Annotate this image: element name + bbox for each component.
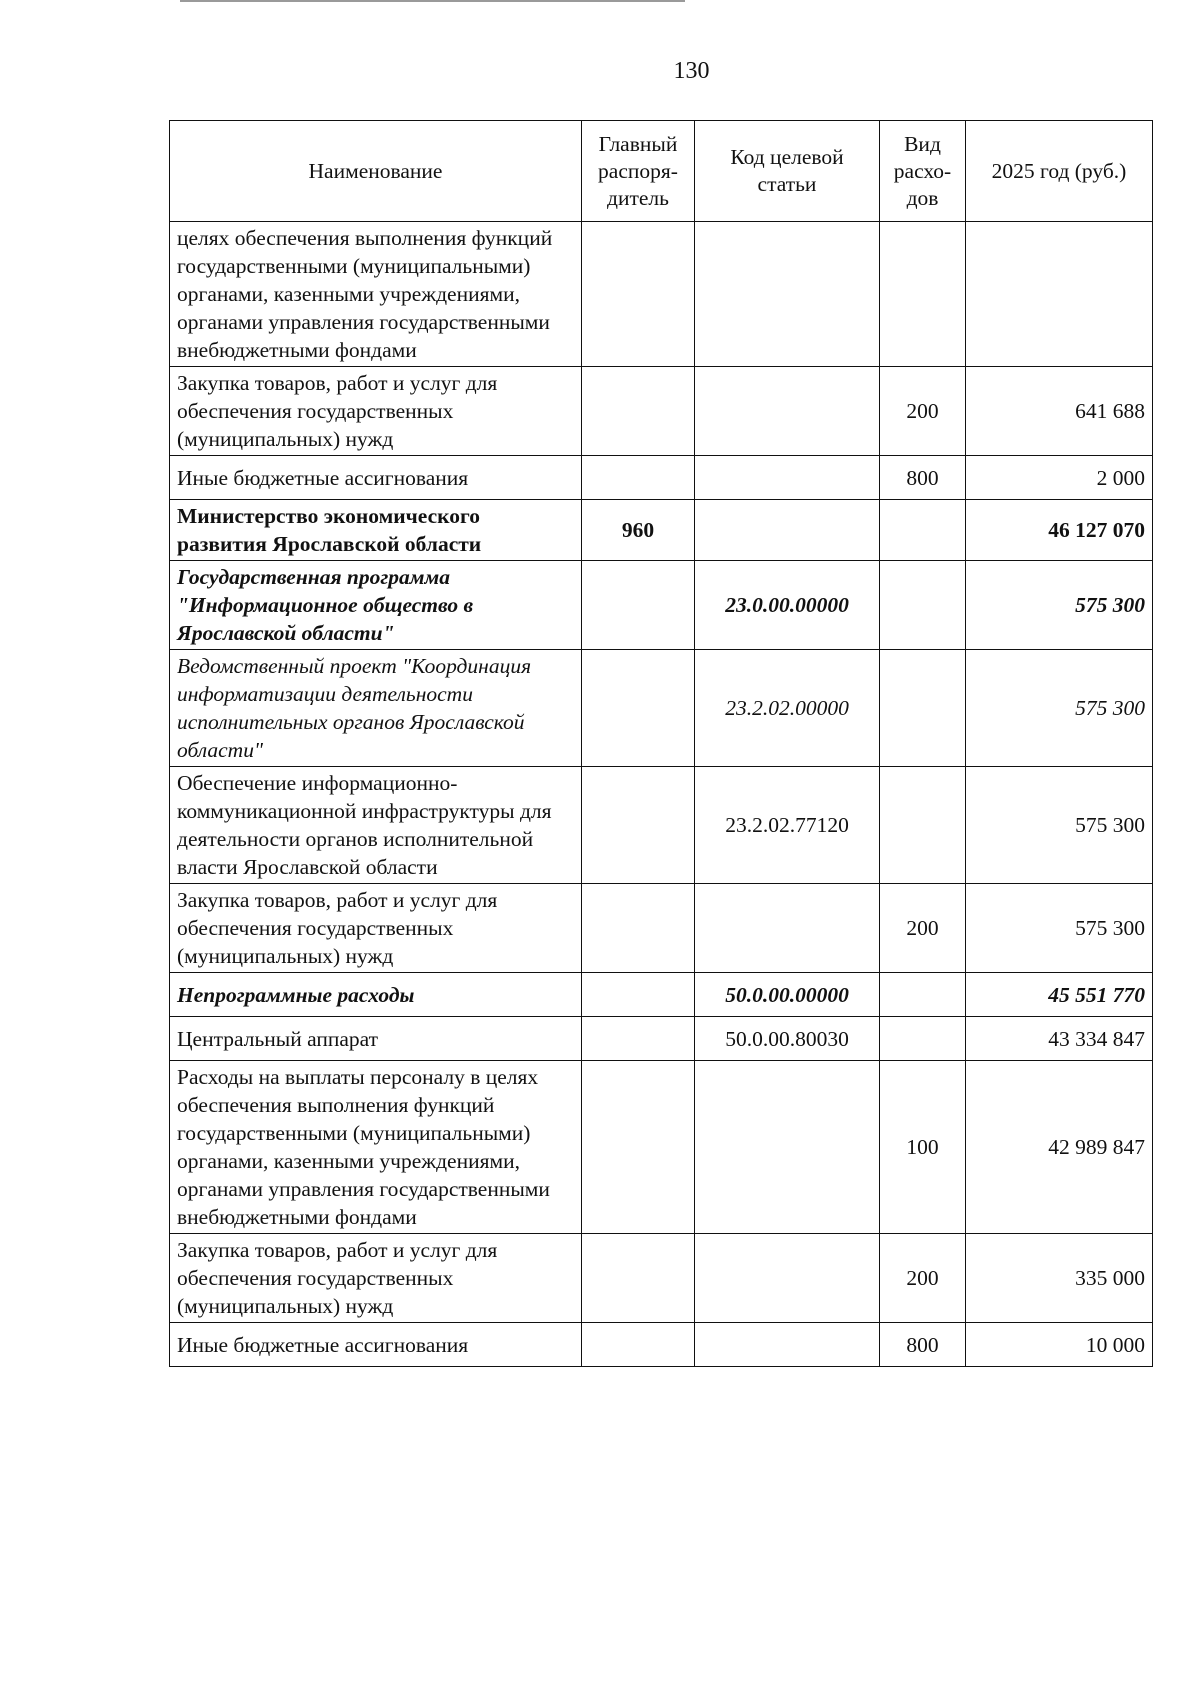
cell-target-code — [695, 367, 880, 456]
budget-table — [169, 120, 1153, 1367]
cell-target-code: 23.2.02.00000 — [695, 650, 880, 767]
cell-expense-type — [880, 561, 966, 650]
cell-name: целях обеспечения выполнения функций государственными (муниципальными) органами, казенными учреждениями, органами управления государственными внебюджетными фондами — [170, 222, 582, 367]
cell-name: Государственная программа "Информационное общество в Ярославской области" — [170, 561, 582, 650]
cell-name: Центральный аппарат — [170, 1017, 582, 1061]
cell-target-code: 50.0.00.00000 — [695, 973, 880, 1017]
table-row — [170, 973, 1153, 1017]
cell-amount: 335 000 — [966, 1234, 1153, 1323]
header-main-administrator: Главный распоря-дитель — [582, 121, 695, 222]
cell-amount: 641 688 — [966, 367, 1153, 456]
cell-main-administrator — [582, 973, 695, 1017]
cell-amount: 45 551 770 — [966, 973, 1153, 1017]
cell-amount: 42 989 847 — [966, 1061, 1153, 1234]
table-row — [170, 1234, 1153, 1323]
table-row — [170, 1323, 1153, 1367]
cell-expense-type: 100 — [880, 1061, 966, 1234]
cell-expense-type: 800 — [880, 1323, 966, 1367]
cell-amount: 575 300 — [966, 561, 1153, 650]
header-expense-type: Вид расхо-дов — [880, 121, 966, 222]
cell-name: Иные бюджетные ассигнования — [170, 456, 582, 500]
cell-target-code — [695, 884, 880, 973]
cell-expense-type — [880, 973, 966, 1017]
table-header — [170, 121, 1153, 222]
header-amount-2025: 2025 год (руб.) — [966, 121, 1153, 222]
cell-amount — [966, 222, 1153, 367]
cell-target-code: 23.0.00.00000 — [695, 561, 880, 650]
table-row — [170, 500, 1153, 561]
cell-expense-type: 800 — [880, 456, 966, 500]
cell-main-administrator — [582, 456, 695, 500]
table-row — [170, 650, 1153, 767]
cell-name: Закупка товаров, работ и услуг для обеспечения государственных (муниципальных) нужд — [170, 367, 582, 456]
cell-name: Обеспечение информационно-коммуникационной инфраструктуры для деятельности органов исполнительной власти Ярославской области — [170, 767, 582, 884]
cell-main-administrator: 960 — [582, 500, 695, 561]
cell-name: Закупка товаров, работ и услуг для обеспечения государственных (муниципальных) нужд — [170, 884, 582, 973]
cell-expense-type — [880, 650, 966, 767]
cell-amount: 575 300 — [966, 767, 1153, 884]
cell-target-code — [695, 1061, 880, 1234]
table-row — [170, 561, 1153, 650]
cell-main-administrator — [582, 884, 695, 973]
cell-target-code — [695, 1323, 880, 1367]
cell-target-code — [695, 456, 880, 500]
cell-main-administrator — [582, 767, 695, 884]
page-number: 130 — [673, 58, 710, 84]
cell-main-administrator — [582, 561, 695, 650]
cell-amount: 2 000 — [966, 456, 1153, 500]
table-body — [170, 222, 1153, 1367]
table-row — [170, 456, 1153, 500]
cell-main-administrator — [582, 1017, 695, 1061]
cell-target-code — [695, 500, 880, 561]
cell-amount: 10 000 — [966, 1323, 1153, 1367]
cell-expense-type — [880, 1017, 966, 1061]
cell-main-administrator — [582, 1234, 695, 1323]
cell-amount: 575 300 — [966, 884, 1153, 973]
cell-expense-type: 200 — [880, 1234, 966, 1323]
scan-edge-line — [180, 0, 685, 2]
cell-expense-type — [880, 767, 966, 884]
cell-expense-type: 200 — [880, 367, 966, 456]
cell-name: Иные бюджетные ассигнования — [170, 1323, 582, 1367]
cell-main-administrator — [582, 650, 695, 767]
cell-expense-type — [880, 500, 966, 561]
cell-target-code — [695, 1234, 880, 1323]
table-row — [170, 222, 1153, 367]
table-row — [170, 1017, 1153, 1061]
cell-main-administrator — [582, 222, 695, 367]
cell-target-code — [695, 222, 880, 367]
cell-amount: 43 334 847 — [966, 1017, 1153, 1061]
cell-expense-type: 200 — [880, 884, 966, 973]
table-row — [170, 884, 1153, 973]
table-row — [170, 367, 1153, 456]
table-row — [170, 1061, 1153, 1234]
cell-name: Расходы на выплаты персоналу в целях обеспечения выполнения функций государственными (муниципальными) органами, казенными учреждениями, органами управления государственными внебюджетными фондами — [170, 1061, 582, 1234]
cell-target-code: 50.0.00.80030 — [695, 1017, 880, 1061]
table-row — [170, 767, 1153, 884]
cell-amount: 46 127 070 — [966, 500, 1153, 561]
cell-main-administrator — [582, 1061, 695, 1234]
cell-main-administrator — [582, 1323, 695, 1367]
cell-name: Непрограммные расходы — [170, 973, 582, 1017]
cell-name: Ведомственный проект "Координация информатизации деятельности исполнительных органов Ярославской области" — [170, 650, 582, 767]
cell-target-code: 23.2.02.77120 — [695, 767, 880, 884]
header-row — [170, 121, 1153, 222]
cell-name: Закупка товаров, работ и услуг для обеспечения государственных (муниципальных) нужд — [170, 1234, 582, 1323]
cell-name: Министерство экономического развития Ярославской области — [170, 500, 582, 561]
header-name: Наименование — [170, 121, 582, 222]
cell-expense-type — [880, 222, 966, 367]
cell-amount: 575 300 — [966, 650, 1153, 767]
cell-main-administrator — [582, 367, 695, 456]
header-target-code: Код целевой статьи — [695, 121, 880, 222]
